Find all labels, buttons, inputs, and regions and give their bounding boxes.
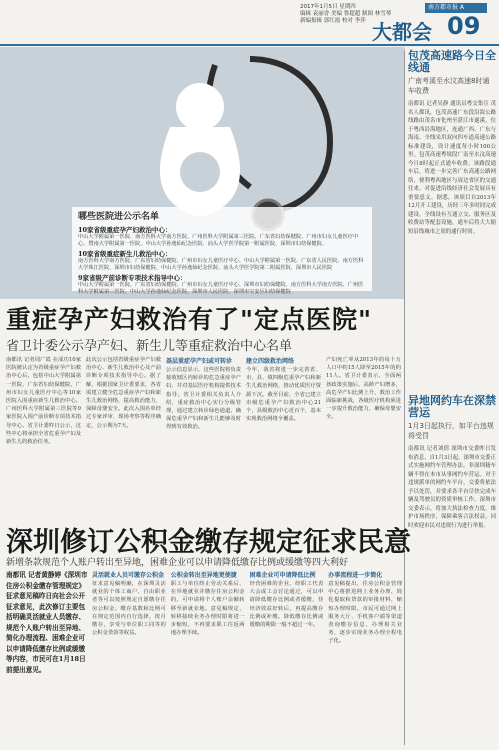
header-rule [0, 44, 499, 46]
article2-col4-text: 意见稿提出，住房公积金管理中心将推进网上业务办理，简化提取和贷款的审批材料，缩短办理时限。市民可通过网上服务大厅、手机客户端等渠道查询缴存信息、办理相关业务，逐步实现业务办理全程电子化。 [328, 581, 402, 645]
article2-col4-subhead: 办事流程进一步简化 [328, 572, 383, 579]
story1-title: 包茂高速路今日全线通 [408, 49, 496, 74]
section-name: 大都会 [372, 20, 432, 44]
column-divider [404, 50, 405, 745]
header-date: 2017年1月5日 星期四 [300, 4, 356, 10]
article2-col1-subhead: 灵活就业人员可缴存公积金 [92, 572, 165, 579]
article2-body [92, 570, 402, 748]
article1-col3-text: 公示信息显示，这些医院将负责接收辖区内转诊的危急重症孕产妇，并对基层医疗机构提供技术指导。省卫计委相关负责人介绍，重症救治中心实行分级管理，通过建立转诊绿色通道，确保危重孕产妇和新生儿能够及时得到有效救治。 [166, 367, 241, 431]
article2-col2-text: 职工与单位终止劳动关系后，在异地就业并缴存住房公积金的，可申请将个人账户余额转移至新就业地。意见稿规定，转移接续业务办理时限将进一步缩短，不再要求职工往返两地办理手续。 [170, 581, 245, 637]
section-tag: 南方都市报 A [425, 3, 487, 13]
header-editors: 编辑 袁丽香 美编 鲁超超 制图 林雪琴 [300, 11, 392, 17]
article2-col4 [328, 570, 402, 748]
sidebar-story-2 [408, 395, 496, 530]
article2-col2-subhead: 公积金转出至异地更便捷 [170, 572, 237, 579]
article2-col1-text: 征求意见稿明确，在深圳灵活就业的个体工商户、自由职业者等可以按照规定自愿缴存住房公积金。缴存基数和比例可在规定范围内自行选择，按月缴存，享受与单位职工同等的公积金贷款等权益。 [92, 581, 166, 637]
article2-headline: 深圳修订公积金缴存规定征求民意 [6, 527, 411, 558]
group3-text: 中山大学附属第一医院、广东省妇幼保健院、广州市妇女儿童医疗中心、深圳市妇幼保健院、南方医科大学南方医院、广州医科大学附属第三医院、中山大学孙逸仙纪念医院、深圳市人民医院、深圳市宝安区妇幼保健院 [78, 282, 364, 295]
article1-col1: 南都讯 记者周广霞 在成功10家医院被认定为省级重症孕产妇救治中心后，包括中山大学附属第一医院、广东省妇幼保健院、广州市妇女儿童医疗中心等10家医院入围重症新生儿救治中心。广州医科大学附属第三医院等9家医院入围产前诊断专项技术指导中心。省卫计委昨日公示，这些中心将承担全省危重孕产妇及新生儿的救治任务。 [6, 357, 81, 446]
group3-title: 9家省级产前诊断专项技术指导中心： [78, 274, 187, 283]
baby-silhouette [180, 152, 220, 192]
hospital-list-box [72, 207, 372, 295]
article1-col3 [166, 356, 241, 518]
group1-text: 中山大学附属第一医院、南方医科大学南方医院、广州医科大学附属第三医院、广东省妇幼保健院、广州市妇女儿童医疗中心、暨南大学附属第一医院、中山大学孙逸仙纪念医院、汕头大学医学院第一附属医院、深圳市妇幼保健院、 [78, 234, 359, 247]
article1-col5: 产妇死亡率从2013年的每十万人口中约15人降至2015年的约11人。省卫计委表示，全面两孩政策实施后，高龄产妇增多，高危孕产妇比例上升，救治工作面临新挑战，各级医疗机构须进一步提升救治能力，确保母婴安全。 [326, 357, 401, 421]
article2-col3 [250, 570, 324, 748]
article1-headline: 重症孕产妇救治有了"定点医院" [6, 305, 373, 334]
hospital-list-title: 哪些医院进公示名单 [78, 212, 160, 222]
article2-col3-text: 经营困难的企业，经职工代表大会或工会讨论通过，可以申请降低缴存比例或者缓缴，待经济效益好转后，再提高缴存比例或补缴。降低缴存比例或缓缴的期限一般不超过一年。 [249, 581, 324, 629]
article1-col4-text: 今年，我省将进一步完善省、市、县、镇四级危重孕产妇和新生儿救治网络，推动优质医疗资源下沉。截至目前，全省已建立市级危重孕产妇救治中心21个，县级救治中心近百个，基本实现救治网络全覆盖。 [246, 367, 321, 423]
article2-lead: 南都讯 记者黄静婷《深圳市住房公积金缴存管理规定》征求意见稿昨日向社会公开征求意见，此次修订主要包括明确灵活就业人员缴存、规范个人账户转出至异地、简化办理流程、困难企业可以申请降低缴存比例或缓缴等内容，市民可在1月18日前提出意见。 [6, 571, 88, 674]
page-number: 09 [447, 12, 481, 40]
story2-title: 异地网约车在深禁营运 [408, 394, 496, 419]
sidebar-story-1 [408, 50, 496, 236]
article1-col2: 此次公示包括省级重症孕产妇救治中心、新生儿救治中心及产前诊断专项技术指导中心。据了解，根据国家卫计委要求，各省需建立健全危急重症孕产妇和新生儿救治网络，提高救治能力，保障母婴安全。此次入围名单经过专家评审、现场考察等程序确定，公示期为7天。 [86, 357, 161, 429]
article2-col3-subhead: 困难企业可申请降低比例 [249, 572, 316, 579]
article2-col1 [92, 570, 166, 748]
story2-body: 南都讯 记者刘倩 深圳市交委昨日发布消息，自1月3日起，深圳市交委正式实施网约车管理办法，非深圳籍车辆不得在本市从事网约车营运。对于违规派单的网约车平台，交委将依法予以处罚，并要求各平台尽快完成车辆及驾驶员的资质审核工作。深圳市交委表示，将加大执法检查力度，维护市场秩序，保障乘客合法权益，同时欢迎市民对违规行为进行举报。 [408, 446, 496, 529]
mother-head [176, 83, 224, 131]
article1-col4-subhead: 建立四级救治网络 [246, 358, 295, 365]
article1-subheadline: 省卫计委公示孕产妇、新生儿等重症救治中心名单 [6, 339, 293, 354]
group2-title: 10家省级重症新生儿救治中心： [78, 250, 172, 259]
article1-col3-subhead: 基层重症孕产妇或可转诊 [166, 358, 233, 365]
article1-col4 [246, 356, 321, 518]
story2-subtitle: 1月3日起执行，如平台违规将受罚 [408, 422, 494, 440]
article2-subheadline: 新增条款规范个人账户转出至异地，困难企业可以申请降低缴存比例或缓缴等四大利好 [6, 558, 349, 568]
group1-title: 10家省级重症孕产妇救治中心： [78, 226, 172, 234]
group2-text: 南方医科大学南方医院、广东省妇幼保健院、广州市妇女儿童医疗中心、中山大学附属第一医院、广东省人民医院、南方医科大学珠江医院、深圳市妇幼保健院、中山大学孙逸仙纪念医院、汕头大学医学院第二附属医院、深圳市人民医院 [78, 258, 364, 271]
story1-body: 南都讯 记者吴静 通讯员粤交集宣 茂名人都讯，包茂高速广东段沿海公路线路由茂名市化州至湛江市遂溪，位于粤西沿海地区，连通广西、广东与海南。全线采用双向四车道高速公路标准建设，设计速度每小时100公里。包茂高速粤境段广南至水汶高速今日8时起正式通车收费。该路段通车后，将进一步完善广东高速公路网络，便利粤西地区与周边省区的交通往来，对促进沿线经济社会发展具有重要意义。据悉，该项目自2013年12月开工建设，历经三年多时间完成建设，全线设有互通立交、服务区及收费站等配套设施，通车后将大大缩短沿线城市之间的通行时间。 [408, 101, 496, 235]
header-email: 新编报辑 郭红霞 校对 李萍 [300, 18, 366, 24]
article2-col2 [171, 570, 245, 748]
article1-body [6, 356, 401, 518]
hero-illustration [0, 47, 405, 299]
story1-subtitle: 广南考溪至水汶高速8时通车收费 [408, 77, 490, 95]
